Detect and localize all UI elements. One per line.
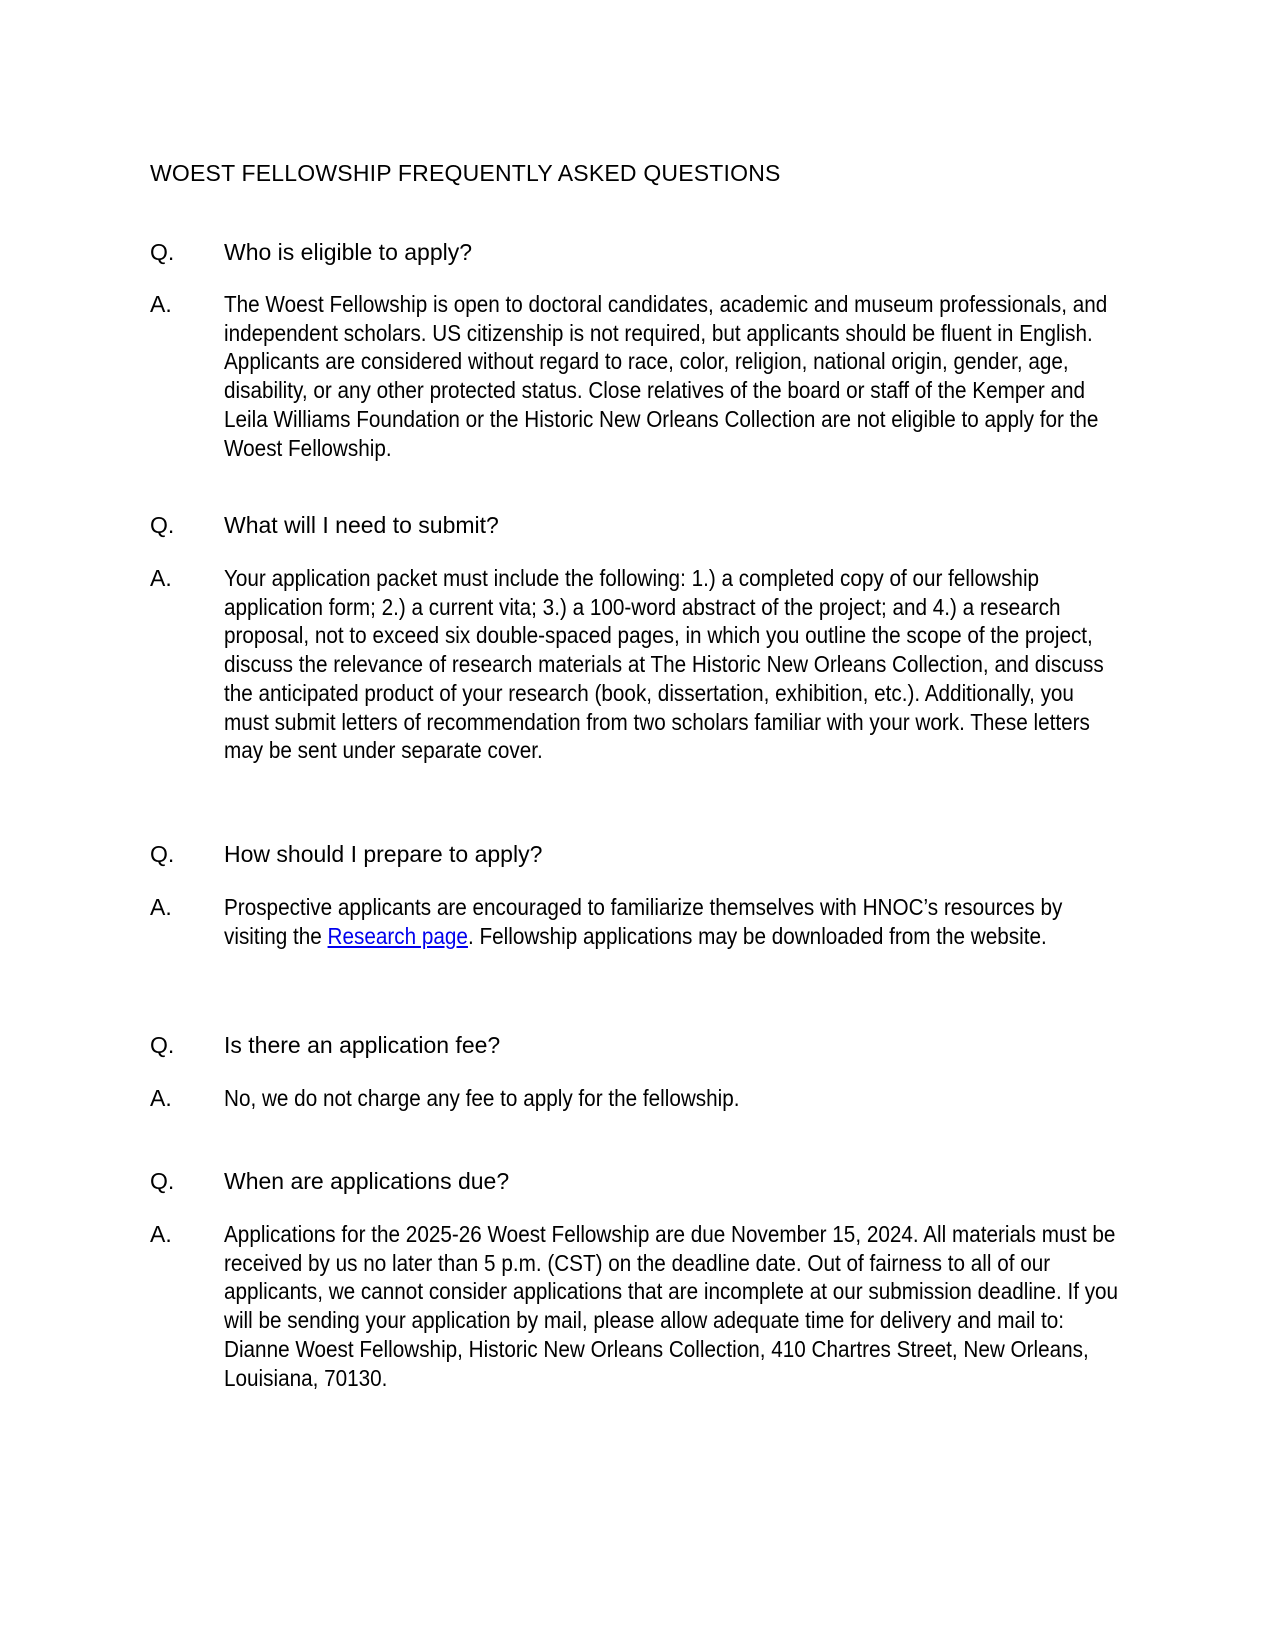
answer-text: No, we do not charge any fee to apply for the fellowship.: [224, 1085, 740, 1111]
question-marker: Q.: [150, 841, 175, 867]
question-text: What will I need to submit?: [224, 512, 499, 538]
question-marker: Q.: [150, 239, 175, 265]
question-marker: Q.: [150, 1168, 175, 1194]
answer-text-after-link: . Fellowship applications may be downloaded from the website.: [467, 922, 1047, 949]
answer-marker: A.: [150, 565, 172, 591]
question-marker: Q.: [150, 512, 175, 538]
question-marker: Q.: [150, 1032, 175, 1058]
question-text: When are applications due?: [224, 1168, 510, 1194]
question-text: Is there an application fee?: [224, 1032, 501, 1058]
answer-text: [224, 893, 1124, 950]
question-text: Who is eligible to apply?: [224, 239, 473, 265]
answer-marker: A.: [150, 1085, 172, 1111]
document-title: WOEST FELLOWSHIP FREQUENTLY ASKED QUESTIONS: [150, 160, 781, 186]
answer-text: Your application packet must include the following: 1.) a completed copy of our fellowship application form; 2.) a current vita; 3.) a 100-word abstract of the project; and 4.) a research proposal, not to exceed six double-spaced pages, in which you outline the scope of the project, discuss the relevance of research materials at The Historic New Orleans Collection, and discuss the anticipated product of your research (book, dissertation, exhibition, etc.). Additionally, you must submit letters of recommendation from two scholars familiar with your work. These letters may be sent under separate cover.: [224, 565, 1104, 764]
answer-marker: A.: [150, 1221, 172, 1247]
question-text: How should I prepare to apply?: [224, 841, 543, 867]
answer-text: Applications for the 2025-26 Woest Fellowship are due November 15, 2024. All materials must be received by us no later than 5 p.m. (CST) on the deadline date. Out of fairness to all of our applicants, we cannot consider applications that are incomplete at our submission deadline. If you will be sending your application by mail, please allow adequate time for delivery and mail to: Dianne Woest Fellowship, Historic New Orleans Collection, 410 Chartres Street, New Orleans, Louisiana, 70130.: [224, 1221, 1119, 1391]
answer-text-before-link: Prospective applicants are encouraged to familiarize themselves with HNOC’s resources by visiting the: [224, 894, 1063, 949]
answer-marker: A.: [150, 894, 172, 920]
answer-text: The Woest Fellowship is open to doctoral candidates, academic and museum professionals, and independent scholars. US citizenship is not required, but applicants should be fluent in English. Applicants are considered without regard to race, color, religion, national origin, gender, age, disability, or any other protected status. Close relatives of the board or staff of the Kemper and Leila Williams Foundation or the Historic New Orleans Collection are not eligible to apply for the Woest Fellowship.: [224, 291, 1108, 461]
answer-marker: A.: [150, 291, 172, 317]
research-page-link[interactable]: Research page: [327, 922, 468, 949]
